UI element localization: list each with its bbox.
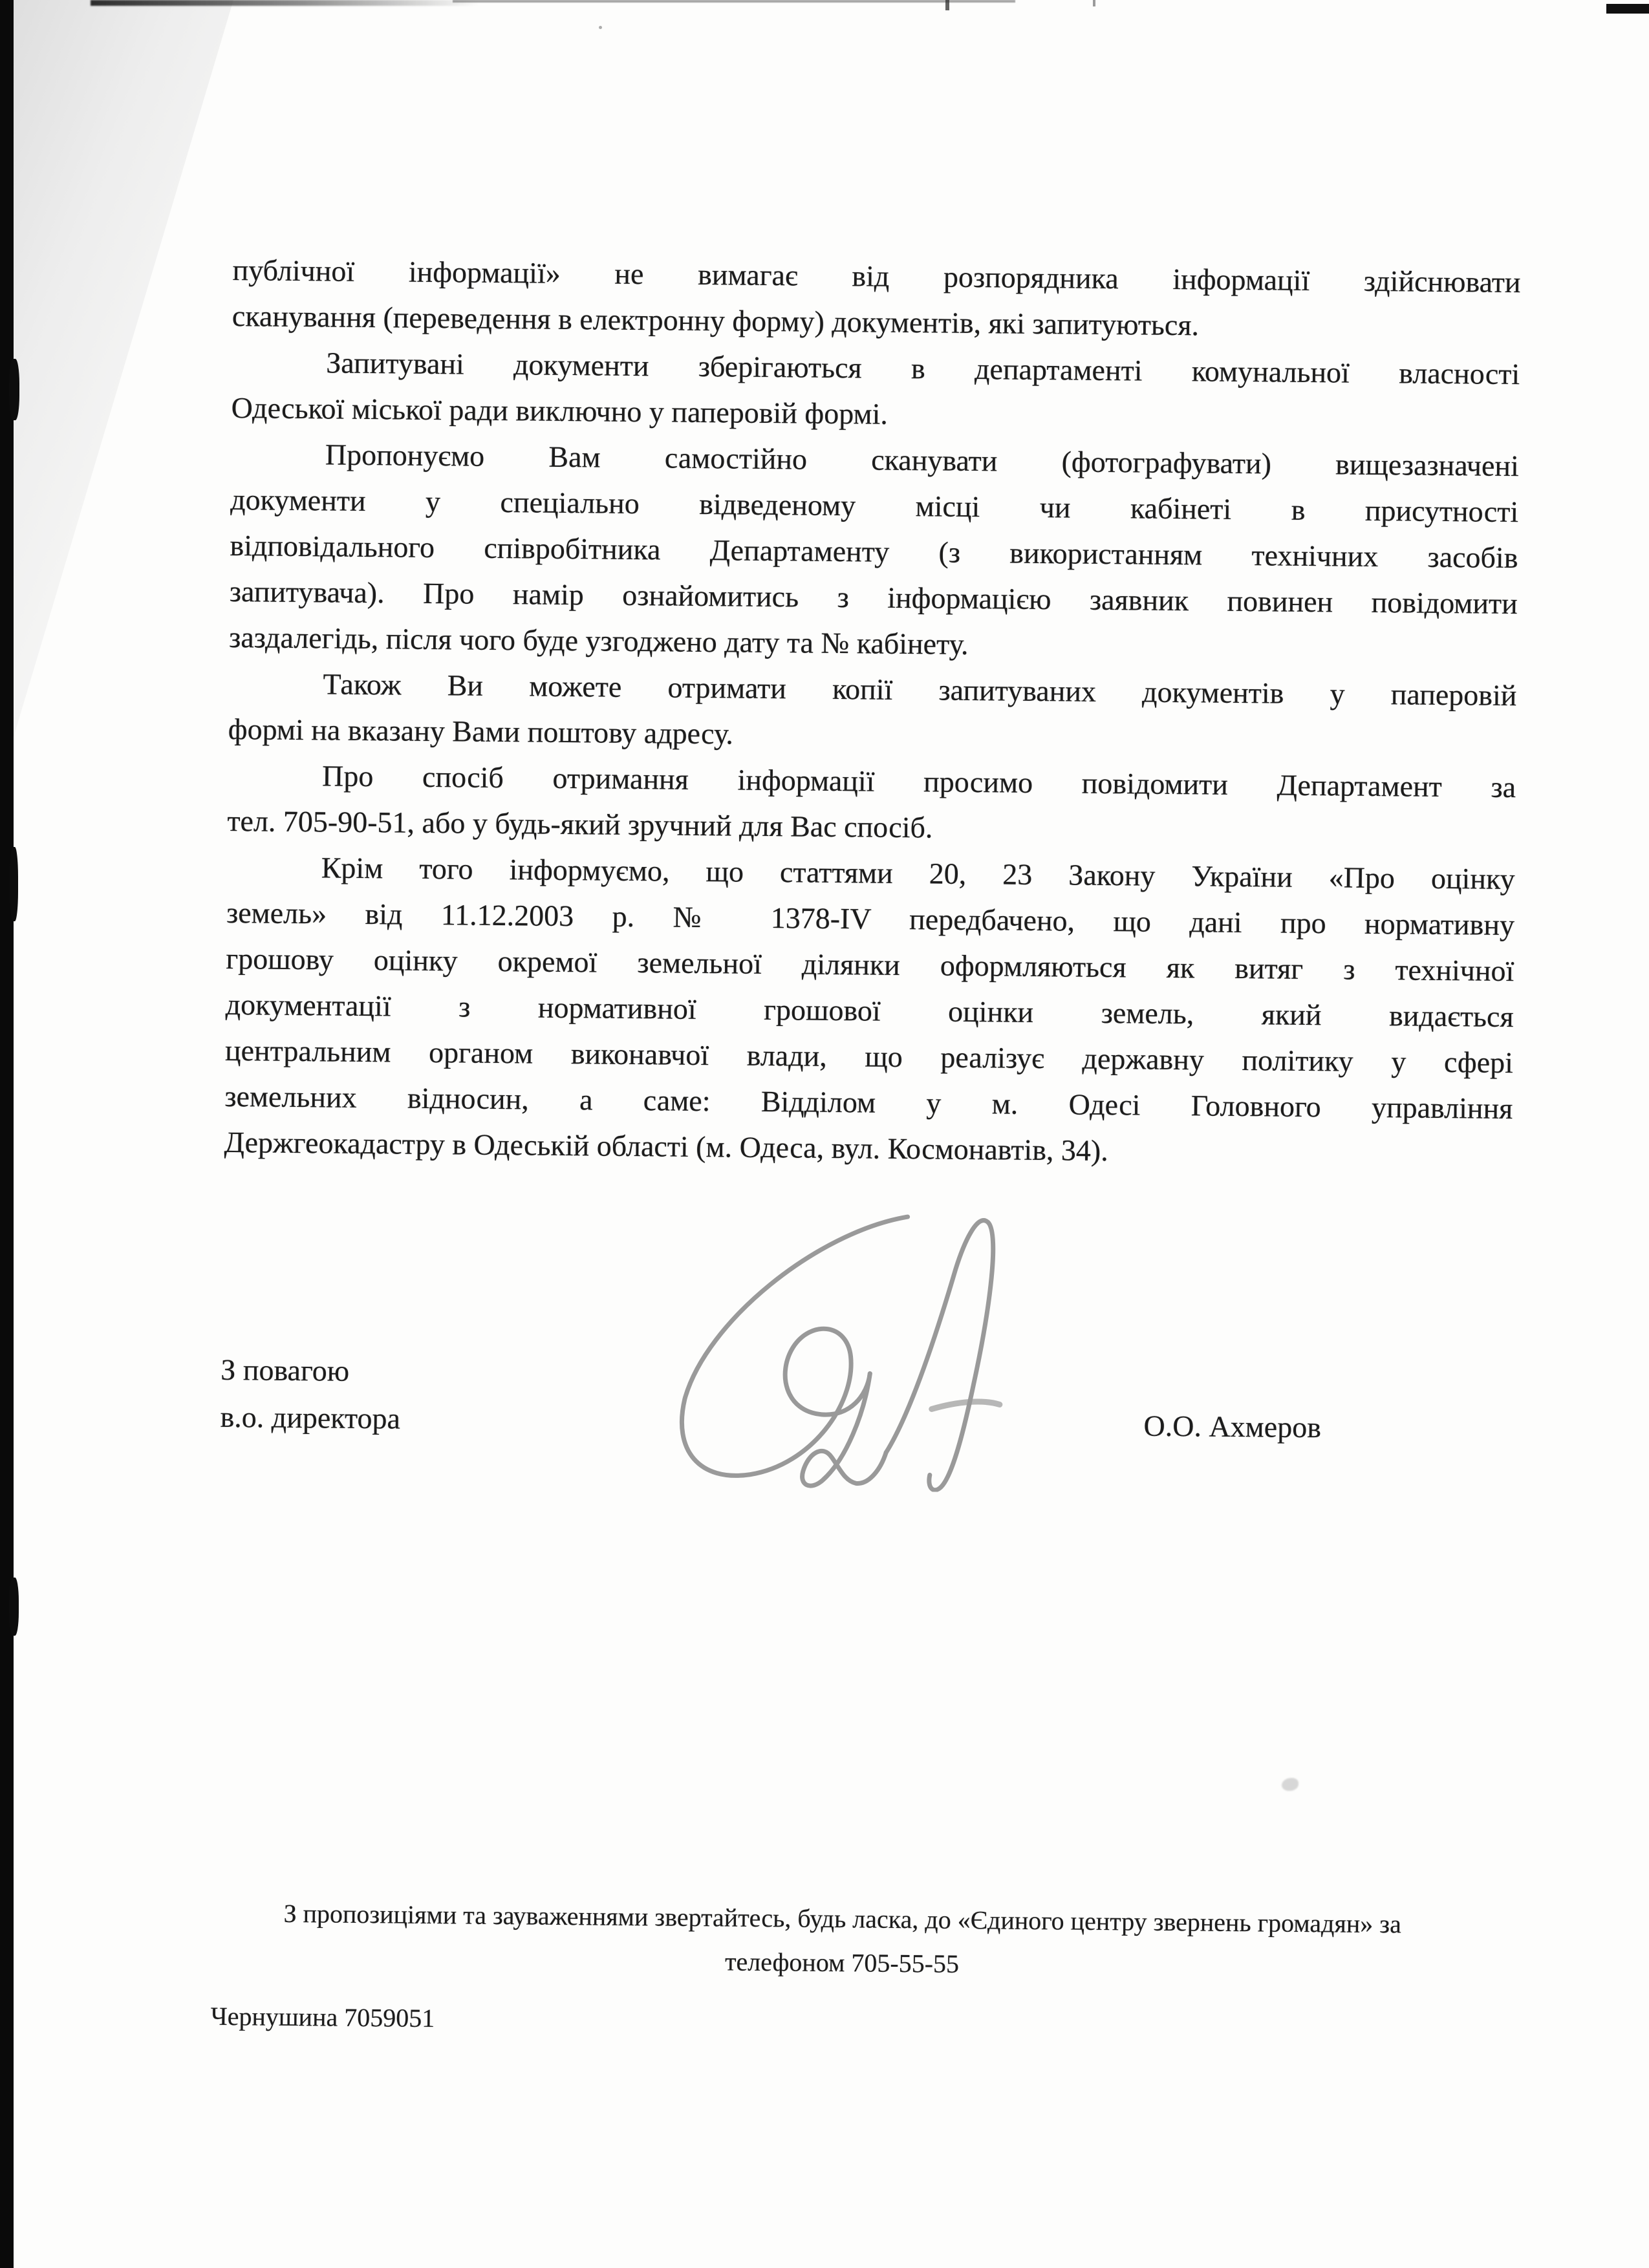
- paragraph: [227, 752, 1516, 856]
- paragraph: [231, 339, 1520, 443]
- footer-note: [213, 1891, 1471, 1991]
- handwritten-signature: [627, 1204, 1044, 1493]
- footer-line: телефоном 705-55-55: [724, 1947, 960, 1978]
- body-line: формі на вказану Вами поштову адресу.: [228, 712, 734, 751]
- signer-title: в.о. директора: [220, 1400, 401, 1435]
- body-line: публічної інформації» не вимагає від розпорядника інформації здійснювати: [232, 253, 1521, 299]
- body-line: запитувача). Про намір ознайомитись з інформацією заявник повинен повідомити: [229, 574, 1518, 621]
- body-line: земель» від 11.12.2003 р. № 1378-IV передбачено, що дані про нормативну: [226, 895, 1515, 942]
- body-line: Запитувані документи зберігаються в департаменті комунальної власності: [326, 346, 1520, 391]
- body-line: відповідального співробітника Департаменту (з використанням технічних засобів: [230, 528, 1518, 575]
- scan-speck: [1093, 0, 1095, 6]
- body-line: Пропонуємо Вам самостійно сканувати (фотографувати) вищезазначені: [325, 438, 1520, 483]
- paragraph: [228, 660, 1516, 764]
- footer-line: З пропозиціями та зауваженнями звертайтесь, будь ласка, до «Єдиного центру звернень громадян» за: [283, 1898, 1402, 1939]
- signature-block: [220, 1346, 1510, 1453]
- closing-phrase: З повагою: [221, 1353, 350, 1387]
- body-line: Одеської міської ради виключно у паперовій формі.: [231, 390, 889, 431]
- body-line: Крім того інформуємо, що статтями 20, 23 Закону України «Про оцінку: [321, 851, 1515, 896]
- body-line: Держгеокадастру в Одеській області (м. Одеса, вул. Космонавтів, 34).: [224, 1125, 1109, 1168]
- body-line: Також Ви можете отримати копії запитуваних документів у паперовій: [323, 667, 1517, 712]
- body-line: документи у спеціально відведеному місці чи кабінеті в присутності: [230, 482, 1519, 529]
- body-line: земельних відносин, а саме: Відділом у м. Одесі Головного управління: [224, 1079, 1513, 1126]
- body-line: заздалегідь, після чого буде узгоджено дату та № кабінету.: [228, 620, 969, 661]
- body-line: сканування (переведення в електронну форму) документів, які запитуються.: [232, 299, 1200, 342]
- body-line: тел. 705-90-51, або у будь-який зручний для Вас спосіб.: [227, 804, 933, 844]
- body-line: Про спосіб отримання інформації просимо повідомити Департамент за: [321, 759, 1516, 804]
- paragraph: [232, 247, 1521, 351]
- letter-body: [224, 247, 1521, 1177]
- body-line: документації з нормативної грошової оцінки земель, який видається: [225, 987, 1514, 1034]
- paragraph: [229, 431, 1519, 672]
- body-line: центральним органом виконавчої влади, що реалізує державну політику у сфері: [224, 1033, 1514, 1080]
- body-line: грошову оцінку окремої земельної ділянки оформляються як витяг з технічної: [226, 941, 1514, 988]
- scan-edge-top-line: [453, 0, 1015, 3]
- executor-note: Чернушина 7059051: [210, 2001, 435, 2033]
- paragraph: [224, 844, 1515, 1177]
- scan-edge-top-right: [1606, 4, 1649, 14]
- signer-name: О.О. Ахмеров: [1143, 1409, 1322, 1444]
